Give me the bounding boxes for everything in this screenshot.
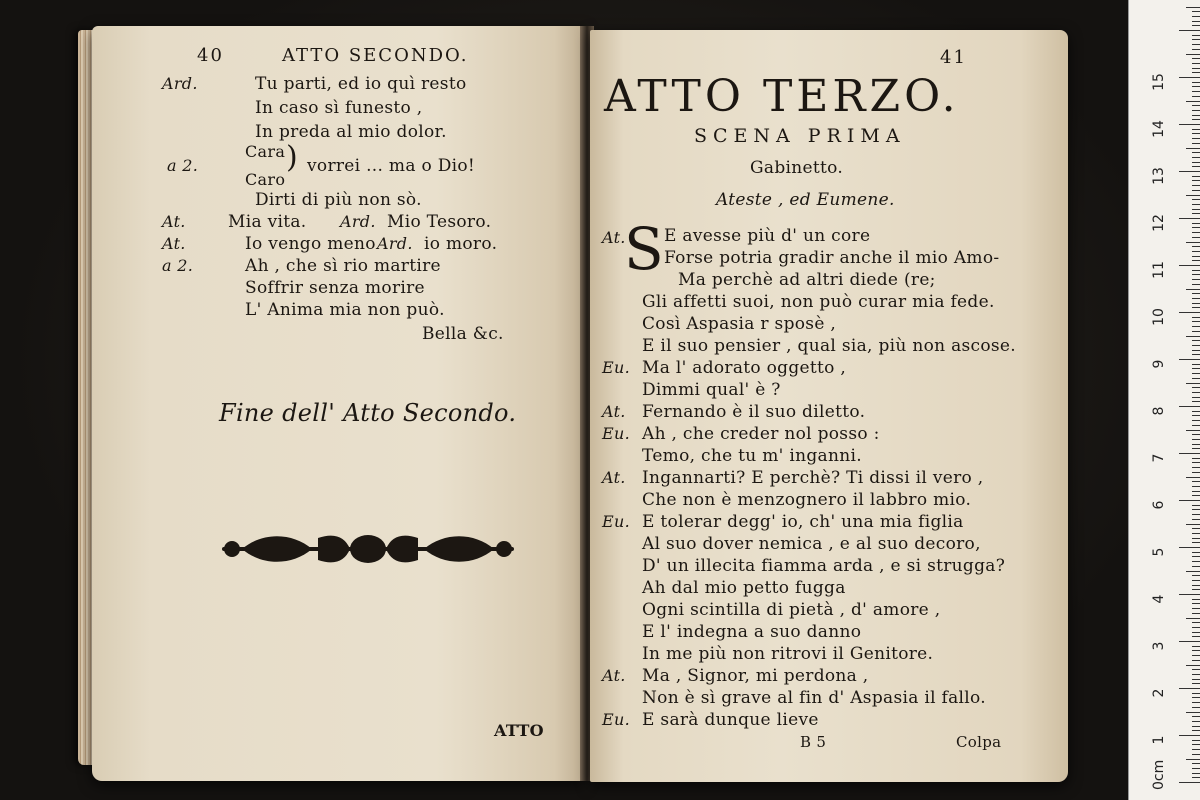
- verse-line: E tolerar degg' io, ch' una mia figlia: [642, 512, 964, 532]
- ruler-tick: [1192, 777, 1200, 778]
- ruler-tick: [1186, 477, 1200, 478]
- ruler-tick: [1186, 101, 1200, 102]
- ruler-tick: [1192, 317, 1200, 318]
- ruler-tick: [1192, 213, 1200, 214]
- ruler-tick: [1192, 726, 1200, 727]
- ruler-tick: [1192, 636, 1200, 637]
- ruler-tick: [1192, 321, 1200, 322]
- ruler-label: 8: [1151, 406, 1167, 416]
- ruler-tick: [1192, 232, 1200, 233]
- ruler-tick: [1192, 307, 1200, 308]
- ruler-tick: [1192, 491, 1200, 492]
- ruler-tick: [1186, 712, 1200, 713]
- ruler-tick: [1192, 589, 1200, 590]
- ruler-tick: [1179, 30, 1200, 31]
- left-page-number: 40: [197, 45, 224, 66]
- ruler-tick: [1192, 486, 1200, 487]
- verse-line: D' un illecita fiamma arda , e si strugga?: [642, 556, 1006, 576]
- ruler-tick: [1192, 542, 1200, 543]
- ruler-tick: [1192, 251, 1200, 252]
- verse-line: Che non è menzognero il labbro mio.: [642, 490, 972, 510]
- act-end-note: Fine dell' Atto Secondo.: [219, 399, 517, 427]
- ruler-tick: [1192, 622, 1200, 623]
- ruler-tick: [1192, 575, 1200, 576]
- ruler-tick: [1192, 270, 1200, 271]
- speaker: Eu.: [602, 358, 630, 377]
- ruler-tick: [1192, 458, 1200, 459]
- ruler-tick: [1192, 495, 1200, 496]
- ornament-icon: [222, 530, 514, 570]
- ruler-tick: [1192, 411, 1200, 412]
- speaker: At.: [602, 666, 626, 685]
- ruler-tick: [1192, 260, 1200, 261]
- ruler-tick: [1192, 674, 1200, 675]
- ruler-tick: [1192, 303, 1200, 304]
- speaker: Ard.: [162, 74, 198, 93]
- ruler-tick: [1192, 133, 1200, 134]
- ruler-tick: [1192, 284, 1200, 285]
- ruler-tick: [1186, 430, 1200, 431]
- ruler-tick: [1179, 406, 1200, 407]
- verse-line: Soffrir senza morire: [245, 278, 425, 298]
- left-catchword: ATTO: [494, 721, 544, 740]
- ruler-tick: [1192, 533, 1200, 534]
- ruler-label: 9: [1151, 359, 1167, 369]
- ruler-tick: [1192, 331, 1200, 332]
- ruler-tick: [1192, 448, 1200, 449]
- ruler-tick: [1192, 86, 1200, 87]
- ruler-tick: [1192, 627, 1200, 628]
- ruler-tick: [1192, 669, 1200, 670]
- verse-line: Mia vita.: [228, 212, 307, 232]
- ruler-tick: [1192, 481, 1200, 482]
- verse-line: Ma perchè ad altri diede (re;: [678, 270, 936, 290]
- ruler-tick: [1186, 524, 1200, 525]
- verse-line: Mio Tesoro.: [387, 212, 492, 232]
- ruler-tick: [1186, 289, 1200, 290]
- ruler-tick: [1192, 730, 1200, 731]
- ruler-tick: [1179, 500, 1200, 501]
- ruler-tick: [1192, 162, 1200, 163]
- ruler-tick: [1192, 773, 1200, 774]
- ruler-tick: [1186, 7, 1200, 8]
- ruler-tick: [1192, 660, 1200, 661]
- ruler-tick: [1192, 279, 1200, 280]
- speaker: Eu.: [602, 512, 630, 531]
- verse-line: Non è sì grave al fin d' Aspasia il fallo.: [642, 688, 986, 708]
- verse-line: Ah dal mio petto fugga: [642, 578, 846, 598]
- speaker: At.: [602, 468, 626, 487]
- ruler-tick: [1192, 387, 1200, 388]
- ruler-tick: [1179, 641, 1200, 642]
- verse-line: Cara: [245, 142, 286, 161]
- ruler-tick: [1192, 11, 1200, 12]
- ruler-tick: [1192, 754, 1200, 755]
- speaker: At.: [162, 234, 186, 253]
- verse-line: Dimmi qual' è ?: [642, 380, 781, 400]
- ruler-tick: [1192, 740, 1200, 741]
- ruler-label: 2: [1151, 688, 1167, 698]
- ruler-tick: [1192, 237, 1200, 238]
- drop-cap: S: [624, 215, 664, 283]
- ruler-tick: [1192, 505, 1200, 506]
- speaker: Ard.: [377, 234, 413, 253]
- ruler-tick: [1192, 697, 1200, 698]
- scene-characters: Ateste , ed Eumene.: [716, 190, 895, 210]
- ruler-tick: [1192, 552, 1200, 553]
- ruler-tick: [1192, 143, 1200, 144]
- right-page-number: 41: [940, 47, 967, 68]
- ruler-tick: [1192, 166, 1200, 167]
- ruler-tick: [1192, 105, 1200, 106]
- ruler-tick: [1192, 368, 1200, 369]
- ruler-tick: [1192, 180, 1200, 181]
- speaker: At.: [602, 228, 626, 247]
- ruler-tick: [1192, 415, 1200, 416]
- verse-line: Fernando è il suo diletto.: [642, 402, 866, 422]
- ruler-tick: [1192, 21, 1200, 22]
- ruler-tick: [1192, 354, 1200, 355]
- ruler-tick: [1179, 171, 1200, 172]
- ruler-tick: [1192, 655, 1200, 656]
- ruler-tick: [1179, 77, 1200, 78]
- ruler-tick: [1192, 702, 1200, 703]
- ruler-tick: [1192, 768, 1200, 769]
- ruler-tick: [1192, 434, 1200, 435]
- ruler-tick: [1192, 82, 1200, 83]
- speaker: Eu.: [602, 710, 630, 729]
- ruler-tick: [1186, 618, 1200, 619]
- ruler-tick: [1192, 204, 1200, 205]
- verse-line: Così Aspasia r sposè ,: [642, 314, 837, 334]
- ruler-tick: [1186, 54, 1200, 55]
- ruler-tick: [1192, 58, 1200, 59]
- ruler-label: 14: [1151, 120, 1167, 138]
- ruler-tick: [1192, 39, 1200, 40]
- verse-line: Ingannarti? E perchè? Ti dissi il vero ,: [642, 468, 984, 488]
- ruler-tick: [1192, 462, 1200, 463]
- verse-line: io moro.: [424, 234, 498, 254]
- ruler-tick: [1192, 472, 1200, 473]
- ruler-tick: [1186, 759, 1200, 760]
- ruler-tick: [1192, 340, 1200, 341]
- ruler-tick: [1192, 608, 1200, 609]
- speaker: Ard.: [340, 212, 376, 231]
- ruler-tick: [1186, 336, 1200, 337]
- ruler-tick: [1186, 242, 1200, 243]
- ruler-tick: [1192, 763, 1200, 764]
- ruler-tick: [1192, 350, 1200, 351]
- ruler-tick: [1192, 538, 1200, 539]
- ruler-tick: [1192, 119, 1200, 120]
- ruler-tick: [1192, 603, 1200, 604]
- ruler-tick: [1192, 420, 1200, 421]
- brace: ): [286, 140, 299, 175]
- ruler-tick: [1192, 223, 1200, 224]
- ruler-tick: [1192, 425, 1200, 426]
- ruler-tick: [1192, 72, 1200, 73]
- ruler-tick: [1192, 25, 1200, 26]
- speaker: Eu.: [602, 424, 630, 443]
- speaker: a 2.: [167, 156, 199, 175]
- ruler-label: 11: [1151, 261, 1167, 279]
- ruler-label: 1: [1151, 735, 1167, 745]
- left-page: [92, 26, 584, 781]
- verse-line: Ogni scintilla di pietà , d' amore ,: [642, 600, 941, 620]
- ruler-label: 6: [1151, 500, 1167, 510]
- verse-line: E avesse più d' un core: [664, 226, 871, 246]
- ruler-tick: [1179, 735, 1200, 736]
- ruler-tick: [1192, 110, 1200, 111]
- ruler-tick: [1192, 514, 1200, 515]
- ruler-tick: [1192, 35, 1200, 36]
- ruler-tick: [1192, 707, 1200, 708]
- ruler-tick: [1192, 246, 1200, 247]
- act-title: ATTO TERZO.: [604, 71, 960, 122]
- ruler-tick: [1192, 373, 1200, 374]
- ruler-tick: [1192, 157, 1200, 158]
- ruler-tick: [1192, 209, 1200, 210]
- ruler-tick: [1192, 293, 1200, 294]
- verse-line: In preda al mio dolor.: [255, 122, 447, 142]
- ruler-label: 3: [1151, 641, 1167, 651]
- ruler-label: 15: [1151, 73, 1167, 91]
- ruler-tick: [1192, 138, 1200, 139]
- ruler-tick: [1192, 439, 1200, 440]
- ruler-tick: [1192, 613, 1200, 614]
- ruler-label: 10: [1151, 308, 1167, 326]
- ruler-label: 5: [1151, 547, 1167, 557]
- ruler-tick: [1192, 91, 1200, 92]
- measurement-ruler: [1128, 0, 1200, 800]
- ruler-tick: [1192, 721, 1200, 722]
- ruler-tick: [1179, 312, 1200, 313]
- ruler-tick: [1192, 646, 1200, 647]
- verse-line: In me più non ritrovi il Genitore.: [642, 644, 934, 664]
- verse-line: Tu parti, ed io quì resto: [255, 74, 467, 94]
- ruler-tick: [1192, 274, 1200, 275]
- ruler-tick: [1192, 509, 1200, 510]
- ruler-tick: [1192, 632, 1200, 633]
- ruler-label: 0cm: [1151, 759, 1167, 790]
- verse-line: Caro: [245, 170, 286, 189]
- ruler-tick: [1192, 49, 1200, 50]
- verse-line: Dirti di più non sò.: [255, 190, 422, 210]
- ruler-tick: [1192, 16, 1200, 17]
- left-running-head: ATTO SECONDO.: [282, 45, 469, 66]
- right-page: [590, 30, 1068, 782]
- ruler-tick: [1192, 256, 1200, 257]
- ruler-tick: [1192, 556, 1200, 557]
- verse-line: vorrei ... ma o Dio!: [307, 156, 476, 176]
- ruler-tick: [1192, 63, 1200, 64]
- ruler-tick: [1192, 744, 1200, 745]
- ruler-tick: [1179, 782, 1200, 783]
- ruler-tick: [1192, 561, 1200, 562]
- speaker: At.: [162, 212, 186, 231]
- ruler-tick: [1192, 185, 1200, 186]
- ruler-tick: [1192, 528, 1200, 529]
- ruler-tick: [1192, 68, 1200, 69]
- verse-line: E sarà dunque lieve: [642, 710, 819, 730]
- ruler-tick: [1192, 298, 1200, 299]
- ruler-tick: [1192, 467, 1200, 468]
- ruler-tick: [1192, 716, 1200, 717]
- ruler-tick: [1179, 594, 1200, 595]
- verse-line: L' Anima mia non può.: [245, 300, 445, 320]
- verse-line: Temo, che tu m' inganni.: [642, 446, 862, 466]
- ruler-tick: [1186, 383, 1200, 384]
- verse-line: In caso sì funesto ,: [255, 98, 423, 118]
- ruler-tick: [1192, 378, 1200, 379]
- ruler-tick: [1186, 571, 1200, 572]
- ruler-tick: [1192, 190, 1200, 191]
- ruler-tick: [1186, 665, 1200, 666]
- ruler-tick: [1179, 547, 1200, 548]
- ruler-tick: [1179, 218, 1200, 219]
- ruler-tick: [1179, 688, 1200, 689]
- verse-line: Io vengo meno: [245, 234, 376, 254]
- ruler-label: 13: [1151, 167, 1167, 185]
- verse-line: Ma , Signor, mi perdona ,: [642, 666, 869, 686]
- ruler-tick: [1192, 115, 1200, 116]
- ruler-tick: [1192, 199, 1200, 200]
- ruler-tick: [1186, 195, 1200, 196]
- ruler-tick: [1192, 227, 1200, 228]
- scene-title: SCENA PRIMA: [694, 125, 906, 147]
- ruler-tick: [1192, 152, 1200, 153]
- ruler-tick: [1192, 585, 1200, 586]
- ruler-tick: [1192, 44, 1200, 45]
- verse-line: Ah , che creder nol posso :: [642, 424, 880, 444]
- ruler-tick: [1192, 580, 1200, 581]
- ruler-tick: [1179, 124, 1200, 125]
- ruler-tick: [1192, 599, 1200, 600]
- ruler-tick: [1192, 444, 1200, 445]
- verse-line: Bella &c.: [422, 324, 504, 344]
- ruler-tick: [1192, 679, 1200, 680]
- ruler-tick: [1192, 326, 1200, 327]
- ruler-tick: [1192, 392, 1200, 393]
- verse-line: Al suo dover nemica , e al suo decoro,: [642, 534, 981, 554]
- ruler-tick: [1186, 148, 1200, 149]
- verse-line: E il suo pensier , qual sia, più non ascose.: [642, 336, 1016, 356]
- ruler-label: 7: [1151, 453, 1167, 463]
- speaker: At.: [602, 402, 626, 421]
- ruler-label: 12: [1151, 214, 1167, 232]
- scene-setting: Gabinetto.: [750, 158, 844, 178]
- ruler-tick: [1192, 693, 1200, 694]
- ruler-tick: [1192, 176, 1200, 177]
- ruler-tick: [1192, 519, 1200, 520]
- ruler-tick: [1192, 683, 1200, 684]
- ruler-tick: [1179, 359, 1200, 360]
- verse-line: E l' indegna a suo danno: [642, 622, 862, 642]
- verse-line: Gli affetti suoi, non può curar mia fede.: [642, 292, 995, 312]
- ruler-tick: [1192, 364, 1200, 365]
- printer-signature: B 5: [800, 733, 827, 751]
- ruler-label: 4: [1151, 594, 1167, 604]
- verse-line: Ma l' adorato oggetto ,: [642, 358, 847, 378]
- ruler-tick: [1192, 401, 1200, 402]
- verse-line: Ah , che sì rio martire: [245, 256, 441, 276]
- verse-line: Forse potria gradir anche il mio Amo-: [664, 248, 1000, 268]
- ruler-tick: [1192, 397, 1200, 398]
- ruler-tick: [1192, 345, 1200, 346]
- ruler-tick: [1179, 265, 1200, 266]
- ruler-tick: [1179, 453, 1200, 454]
- ruler-tick: [1192, 566, 1200, 567]
- speaker: a 2.: [162, 256, 194, 275]
- ruler-tick: [1192, 96, 1200, 97]
- ruler-tick: [1192, 749, 1200, 750]
- ruler-tick: [1192, 129, 1200, 130]
- ruler-tick: [1192, 650, 1200, 651]
- right-catchword: Colpa: [956, 733, 1002, 751]
